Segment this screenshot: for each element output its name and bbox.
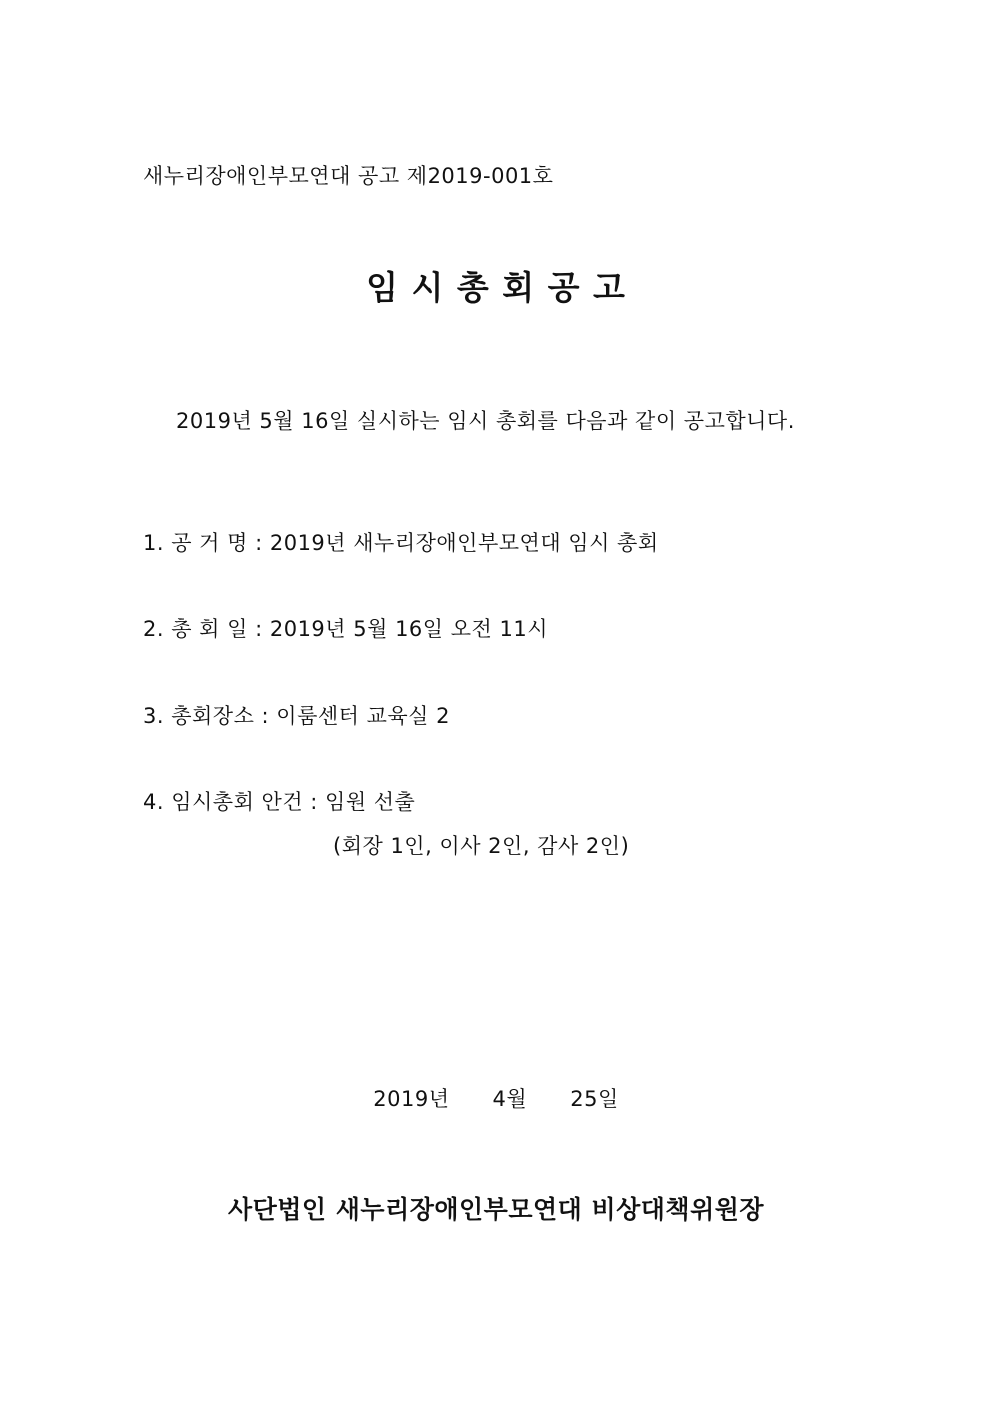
list-item: 1. 공 거 명 : 2019년 새누리장애인부모연대 임시 총회 (143, 531, 659, 555)
signer: 사단법인 새누리장애인부모연대 비상대책위원장 (227, 1195, 765, 1224)
list-item-detail: (회장 1인, 이사 2인, 감사 2인) (333, 834, 630, 858)
notice-date: 2019년 4월 25일 (373, 1087, 619, 1111)
list-item: 4. 임시총회 안건 : 임원 선출 (143, 790, 416, 814)
intro-paragraph: 2019년 5월 16일 실시하는 임시 총회를 다음과 같이 공고합니다. (176, 409, 795, 433)
list-item: 3. 총회장소 : 이룸센터 교육실 2 (143, 704, 450, 728)
notice-number: 새누리장애인부모연대 공고 제2019-001호 (143, 164, 554, 188)
document-title: 임 시 총 회 공 고 (366, 268, 626, 307)
list-item: 2. 총 회 일 : 2019년 5월 16일 오전 11시 (143, 617, 549, 641)
